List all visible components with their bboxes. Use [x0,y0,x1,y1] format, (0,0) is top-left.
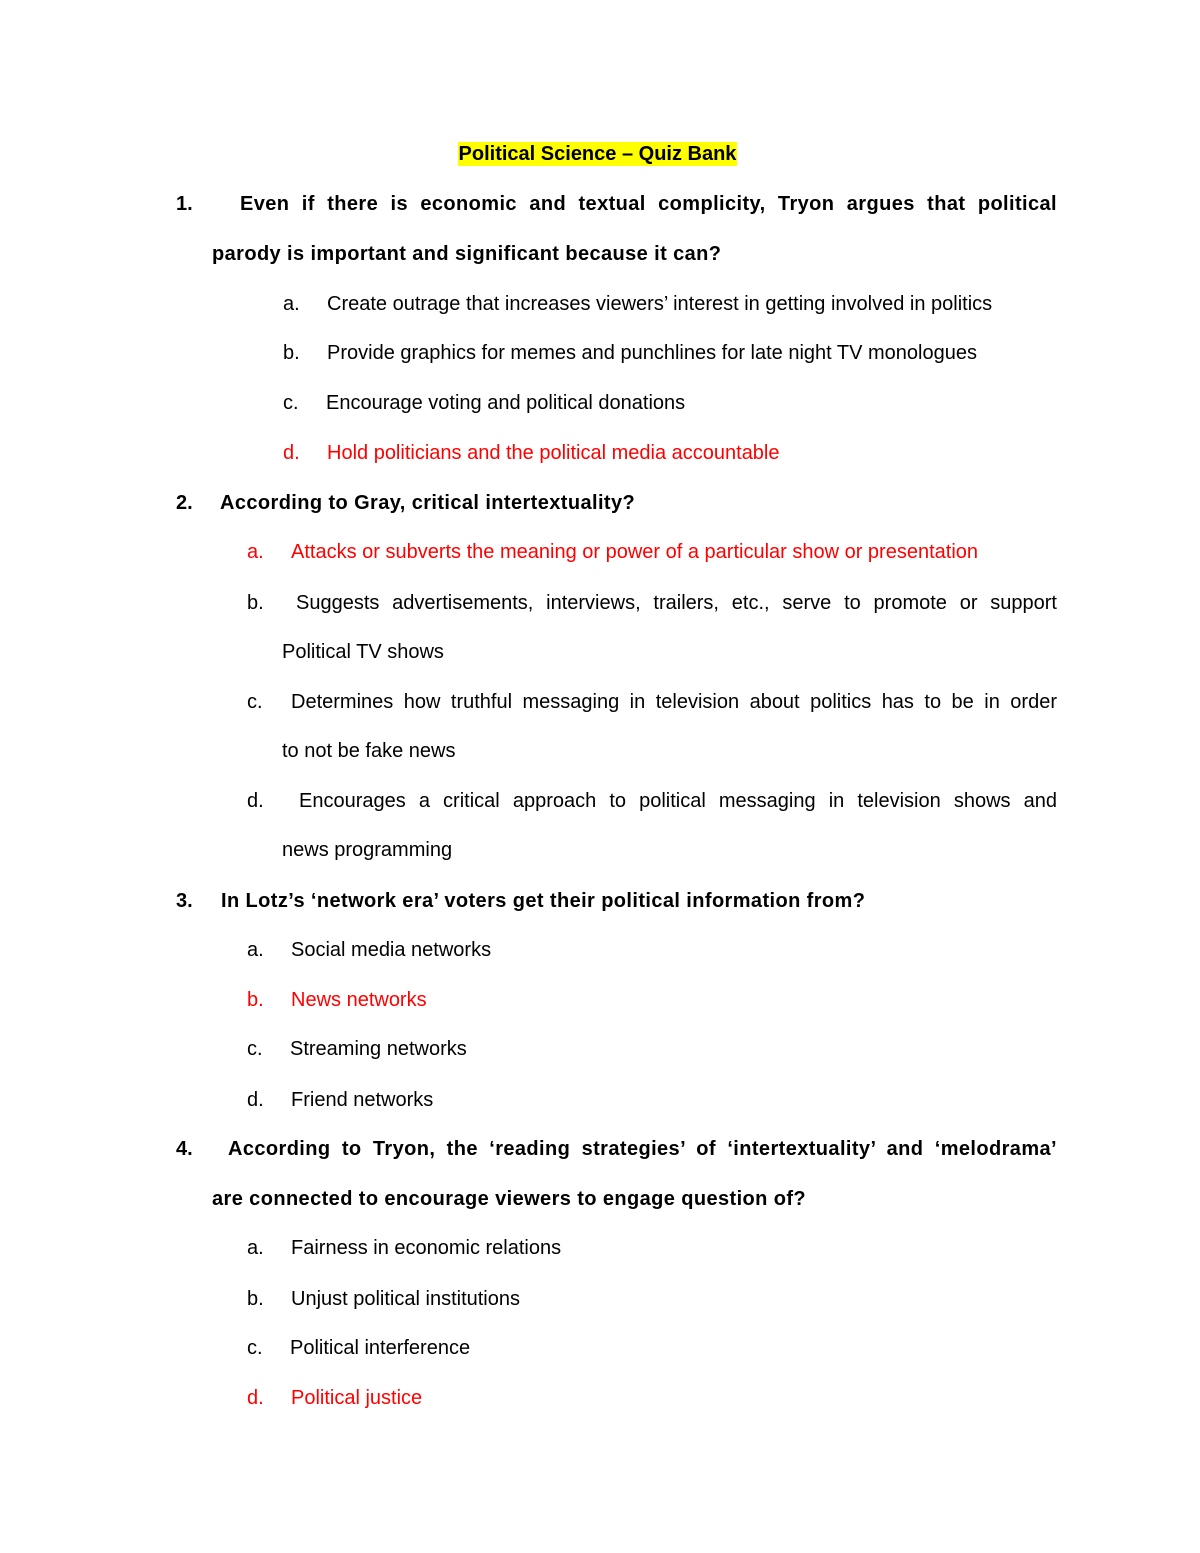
question-4-option-b-text: Unjust political institutions [291,1288,520,1310]
question-2-text-line1: According to Gray, critical intertextuality? [220,492,636,514]
question-1-text-line1: Even if there is economic and textual complicity, Tryon argues that political [240,193,1057,215]
question-2-option-d-letter: d. [247,790,264,812]
question-4-option-a-letter: a. [247,1237,264,1259]
question-3-option-a-letter: a. [247,939,264,961]
question-3-option-c-letter: c. [247,1038,263,1060]
question-4-option-b-letter: b. [247,1288,264,1310]
question-1-option-b-text: Provide graphics for memes and punchlines for late night TV monologues [327,342,977,364]
question-3-option-b-letter: b. [247,989,264,1011]
question-4-option-d-text: Political justice [291,1387,423,1409]
question-4-number: 4. [176,1138,193,1160]
question-4-option-c-text: Political interference [290,1337,471,1359]
question-4-text-line1: According to Tryon, the ‘reading strategies’ of ‘intertextuality’ and ‘melodrama’ [228,1138,1057,1160]
question-3-option-d-letter: d. [247,1089,264,1111]
document-title-text: Political Science – Quiz Bank [458,143,737,165]
question-2-option-b-text-line2: Political TV shows [282,641,444,663]
question-1-option-c-text: Encourage voting and political donations [326,392,686,414]
question-1-option-c-letter: c. [283,392,299,414]
question-4-option-a-text: Fairness in economic relations [291,1237,562,1259]
question-3-option-c-text: Streaming networks [290,1038,467,1060]
question-1-text-line2: parody is important and significant because it can? [212,243,722,265]
question-2-option-d-text: Encourages a critical approach to political messaging in television shows and [299,790,1057,812]
question-3-option-d-text: Friend networks [291,1089,434,1111]
question-1-option-a-text: Create outrage that increases viewers’ interest in getting involved in politics [327,293,993,315]
question-1-number: 1. [176,193,193,215]
question-2-option-c-letter: c. [247,691,263,713]
question-2-number: 2. [176,492,193,514]
question-3-text-line1: In Lotz’s ‘network era’ voters get their political information from? [221,890,866,912]
question-1-option-d-text: Hold politicians and the political media accountable [327,442,780,464]
question-3-option-a-text: Social media networks [291,939,492,961]
question-2-option-c-text-line2: to not be fake news [282,740,456,762]
question-1-option-a-letter: a. [283,293,300,315]
question-3-number: 3. [176,890,193,912]
question-4-option-d-letter: d. [247,1387,264,1409]
question-4-option-c-letter: c. [247,1337,263,1359]
question-2-option-d-text-line2: news programming [282,839,453,861]
question-2-option-b-letter: b. [247,592,264,614]
question-1-option-b-letter: b. [283,342,300,364]
question-4-text-line2: are connected to encourage viewers to engage question of? [212,1188,807,1210]
document-title [0,142,1195,166]
question-2-option-c-text: Determines how truthful messaging in television about politics has to be in order [291,691,1057,713]
question-2-option-a-text: Attacks or subverts the meaning or power of a particular show or presentation [291,541,979,563]
question-2-option-a-letter: a. [247,541,264,563]
question-2-option-b-text: Suggests advertisements, interviews, trailers, etc., serve to promote or support [296,592,1057,614]
question-3-option-b-text: News networks [291,989,427,1011]
question-1-option-d-letter: d. [283,442,300,464]
